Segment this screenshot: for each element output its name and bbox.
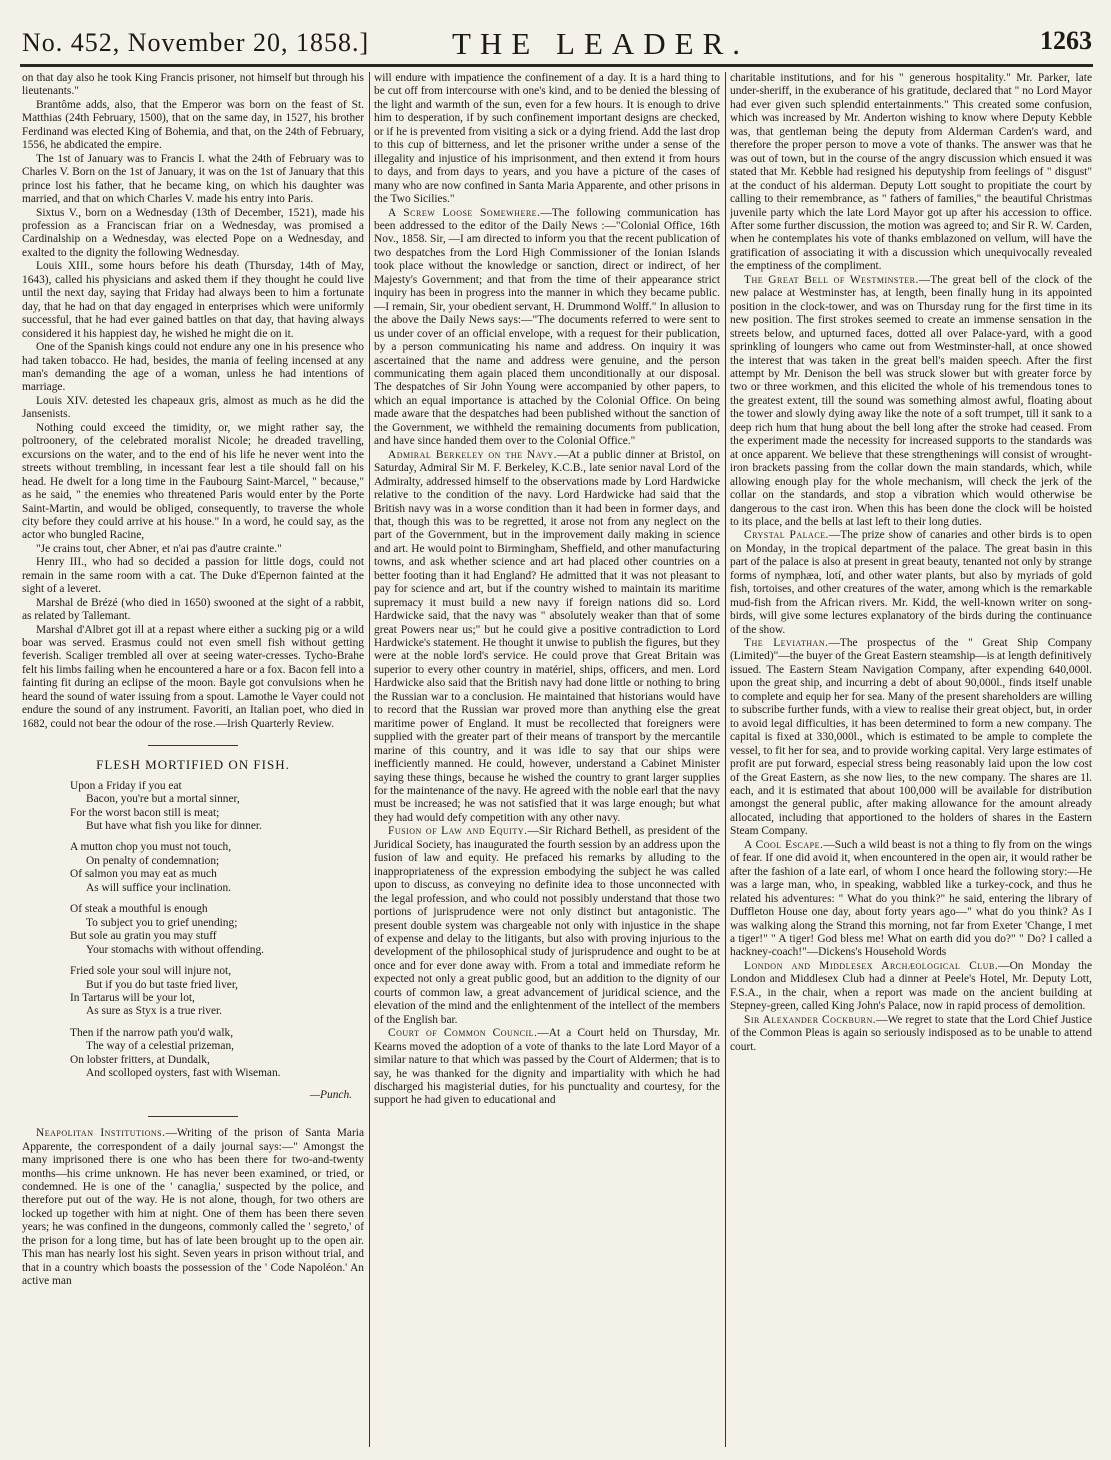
column-1 xyxy=(22,72,364,1452)
section-heading: A Screw Loose Somewhere. xyxy=(388,206,541,219)
poem-line: Upon a Friday if you eat xyxy=(70,779,182,792)
article-paragraph xyxy=(374,1027,720,1108)
section-body: —The following communication has been addressed to the editor of the Daily News :—"Colonial Office, 16th Nov., 1858. Sir, —I am directed to inform you that the recent publication of two despatches from the Lord High Commissioner of the Ionian Islands took place without the knowledge or sanction, direct or indirect, of her Majesty's Government; and that from the time of their appearance strict inquiry has been in progress into the manner in which they became public.—I remain, Sir, your obedient servant, H. Drummond Wolff." In allusion to the above the Daily News says:—"The documents referred to were sent to us under cover of an official envelope, with a request for their publication, by a person communicating his name and address. On inquiry it was ascertained that the name and address were genuine, and the person communicating them again placed them unconditionally at our disposal. The despatches of Sir John Young were accompanied by other papers, to which an equal importance is attached by the Colonial Office. On being made aware that the despatches had been published without the sanction of the Government, we withheld the remaining documents from publication, and have since handed them over to the Colonial Office." xyxy=(374,206,720,448)
section-heading: Crystal Palace. xyxy=(744,529,829,542)
page-number: 1263 xyxy=(1040,26,1092,55)
section-body: —The prize show of canaries and other birds is to open on Monday, in the tropical department of the palace. The great basin in this part of the palace is also at present in great beauty, tenanted not only by strange forms of nymphæa, lotí, and other water plants, but also by myriads of gold fish, tortoises, and other creatures of the water, among which is the remarkable mud-fish from the African rivers. Mr. Kidd, the well-known writer on song-birds, will give some lectures explanatory of the birds during the continuance of the show. xyxy=(730,529,1092,636)
poem-line: But sole au gratin you may stuff xyxy=(70,930,217,943)
column-rule xyxy=(369,72,370,1447)
article-paragraph xyxy=(22,1127,364,1288)
poem-stanza xyxy=(70,841,364,895)
section-divider xyxy=(148,1116,238,1117)
article-paragraph: Louis XIV. detested les chapeaux gris, almost as much as he did the Jansenists. xyxy=(22,394,364,421)
article-paragraph xyxy=(374,449,720,826)
section-body: —The prospectus of the " Great Ship Company (Limited)"—the buyer of the Great Eastern steamship—is at length definitively issued. The Eastern Steam Navigation Company, after expending 640,000l. upon the great ship, and incurring a debt of about 90,000l., finds itself unable to complete and equip her for sea. Many of the present shareholders are willing to subscribe further funds, with a view to realise their great object, but, in order to avoid legal difficulties, it has been determined to form a new company. The capital is fixed at 330,000l., which is estimated to be ample to complete the vessel, to fit her for sea, and to provide working capital. Very large estimates of profit are put forward, especial stress being reasonably laid upon the low cost of the Great Eastern, as she now lies, to the new company. The shares are 1l. each, and it is estimated that about 100,000 will be available for distribution amongst the general public, after making allowance for the amount already allocated, including that apportioned to the holders of shares in the Eastern Steam Company. xyxy=(730,637,1092,838)
section-divider xyxy=(148,745,238,746)
article-paragraph: The 1st of January was to Francis I. what the 24th of February was to Charles V. Born on the 1st of January, it was on the 1st of January that this prince lost his father, that he became king, on which his daughter was married, and that on which Charles V. made his entry into Paris. xyxy=(22,152,364,206)
poem-stanza xyxy=(70,903,364,957)
poem-attribution: —Punch. xyxy=(309,1088,352,1101)
article-paragraph xyxy=(374,825,720,1027)
poem-line: As will suffice your inclination. xyxy=(86,881,231,894)
section-body: —At a Court held on Thursday, Mr. Kearns moved the adoption of a vote of thanks to the late Lord Mayor of a similar nature to that which was passed by the Court of Aldermen; that is to say, he was thanked for the dignity and impartiality with which he had discharged his magisterial duties, for his punctuality and courtesy, for the support he had given to educational and xyxy=(374,1027,720,1107)
section-body: —We regret to state that the Lord Chief Justice of the Common Pleas is again so seriously indisposed as to be unable to attend court. xyxy=(730,1013,1092,1053)
poem-title: FLESH MORTIFIED ON FISH. xyxy=(96,757,290,773)
section-body: —Writing of the prison of Santa Maria Apparente, the correspondent of a daily journal says:—" Amongst the many imprisoned there is one who has been there for two-and-twenty months—his crime unknown. He has never been examined, or tried, or condemned. He is one of the ' canaglia,' suspected by the police, and therefore put out of the way. He is not alone, though, for two others are locked up together with him at night. One of them has been there seven years; he was confined in the dungeons, commonly called the ' segreto,' of the prison for a long time, but has of late been brought up to the open air. This man has nearly lost his sight. Seven years in prison without trial, and that in a country which boasts the possession of the ' Code Napoléon.' An active man xyxy=(22,1127,364,1288)
article-paragraph xyxy=(730,960,1092,1014)
quoted-verse: "Je crains tout, cher Abner, et n'ai pas d'autre crainte." xyxy=(36,542,282,555)
article-paragraph xyxy=(730,839,1092,960)
poem-line: Then if the narrow path you'd walk, xyxy=(70,1026,234,1039)
article-paragraph: on that day also he took King Francis prisoner, not himself but through his lieutenants." xyxy=(22,72,364,98)
column-rule xyxy=(725,72,726,1447)
section-heading: London and Middlesex Archæological Club. xyxy=(744,959,999,972)
poem-line: On lobster fritters, at Dundalk, xyxy=(70,1053,210,1066)
article-paragraph: Brantôme adds, also, that the Emperor was born on the feast of St. Matthias (24th February, 1500), that on the same day, in 1527, his brother Ferdinand was elected King of Bohemia, and that, on the 24th of February, 1556, he abdicated the empire. xyxy=(22,98,364,152)
poem-line: In Tartarus will be your lot, xyxy=(70,992,195,1004)
section-heading: The Leviathan. xyxy=(744,637,829,650)
section-heading: A Cool Escape. xyxy=(744,838,824,851)
section-heading: Court of Common Council. xyxy=(388,1027,538,1040)
article-paragraph xyxy=(730,529,1092,637)
article-paragraph: Nothing could exceed the timidity, or, we might rather say, the poltroonery, of the celebrated moralist Nicole; he dreaded travelling, excursions on the water, and to the end of his life he never went into the streets without trembling, in incessant fear lest a tile should fall on his head. He dwelt for a long time in the Faubourg Saint-Marcel, " because," as he said, " the enemies who threatened Paris would enter by the Porte Saint-Martin, and would be obliged, consequently, to traverse the whole city before they could arrive at his house." In a word, he could say, as the actor who bungled Racine, xyxy=(22,421,364,542)
poem-stanza xyxy=(70,780,364,834)
poem-line: The way of a celestial prizeman, xyxy=(86,1040,235,1053)
poem-line: But if you do but taste fried liver, xyxy=(86,978,239,991)
column-3 xyxy=(730,72,1092,1452)
poem-line: For the worst bacon still is meat; xyxy=(70,806,220,819)
article-paragraph xyxy=(730,637,1092,839)
article-paragraph xyxy=(374,207,720,449)
section-heading: Fusion of Law and Equity. xyxy=(388,825,528,838)
article-paragraph: will endure with impatience the confinement of a day. It is a hard thing to be cut off from intercourse with one's kind, and to be denied the blessing of the light and warmth of the sun, even for a few hours. It is enough to drive him to desperation, if by such confinement important designs are checked, or if he is prevented from visiting a sick or a dying friend. Add the last drop to this cup of bitterness, and let the prisoner writhe under a sense of the illegality and injustice of his imprisonment, and then extend it from hours to days, and from days to years, and you have a picture of the cases of many who are now confined in Santa Maria Apparente, and other prisons in the Two Sicilies." xyxy=(374,72,720,206)
poem-line: But have what fish you like for dinner. xyxy=(86,820,262,833)
poem-stanza xyxy=(70,965,364,1019)
section-heading: The Great Bell of Westminster. xyxy=(744,273,919,286)
section-body: —At a public dinner at Bristol, on Saturday, Admiral Sir M. F. Berkeley, K.C.B., late senior naval Lord of the Admiralty, addressed himself to the observations made by Lord Hardwicke relative to the condition of the navy. Lord Hardwicke had said that the British navy was in a worse condition than it had been in former days, and that, though this was to be regretted, it arose not from any neglect on the part of the Government, but in the improvement daily making in science and art. He would point to Birmingham, Sheffield, and other manufacturing towns, and ask whether science and art had placed other countries on a better footing than it had England? He admitted that it was not pleasant to pay for science and art, but if the country wished to maintain its maritime supremacy it must build a new navy if foreign nations did so. Lord Hardwicke said, that the navy was " absolutely weaker than that of some great Powers near us;" but he could give a positive contradiction to Lord Hardwicke's statement. He thought it unwise to publish the figures, but they were at the noble lord's service. He could prove that Great Britain was superior to every other country in matériel, ships, officers, and men. Lord Hardwicke also said that the British navy had done little or nothing to bring the Russian war to a conclusion. He maintained that historians would have to record that the Russian war proved more than anything else the great maritime power of England. It must be recollected that foreigners were supplied with the greater part of their means of transport by the mercantile marine of this country, and it was idle to say that our ships were inefficiently manned. He could, however, understand a Cabinet Minister saying these things, because he wished the country to grant larger supplies for the maintenance of the navy. He agreed with the noble earl that the navy must be increased; he was not satisfied that it was large enough; but what they had would defy competition with any other navy. xyxy=(374,448,720,824)
section-body: —On Monday the London and Middlesex Club had a dinner at Peele's Hotel, Mr. Deputy Lott, F.S.A., in the chair, when a report was made on the ancient building at Stepney-green, called King John's Palace, now in rapid process of demolition. xyxy=(730,959,1092,1013)
poem-line: Of salmon you may eat as much xyxy=(70,868,217,881)
article-paragraph: Henry III., who had so decided a passion for little dogs, could not remain in the same room with a cat. The Duke d'Epernon fainted at the sight of a leveret. xyxy=(22,556,364,596)
article-paragraph xyxy=(730,274,1092,530)
masthead xyxy=(22,16,1092,64)
article-paragraph: Marshal de Brézé (who died in 1650) swooned at the sight of a rabbit, as related by Tallemant. xyxy=(22,596,364,623)
poem-line: Fried sole your soul will injure not, xyxy=(70,965,232,978)
section-heading: Sir Alexander Cockburn. xyxy=(744,1013,877,1026)
poem-stanza xyxy=(70,1027,364,1081)
masthead-rule xyxy=(20,64,1093,67)
section-heading: Admiral Berkeley on the Navy. xyxy=(388,448,557,461)
article-paragraph: charitable institutions, and for his " generous hospitality." Mr. Parker, late under-sheriff, in the exuberance of his gratitude, declared that " no Lord Mayor had ever given such splendid entertainments." This created some confusion, which was increased by Mr. Anderton wishing to know where Deputy Kebble was, that gentleman being the deputy from Alderman Carden's ward, and therefore the proper person to move a vote of thanks. The answer was that he was out of town, but in the course of the angry discussion which ensued it was stated that Mr. Kebble had resigned his deputyship from feelings of " disgust" at the conduct of his alderman. Deputy Lott sought to propitiate the court by calling to their remembrance, as " fathers of families," the beautiful Christmas juvenile party which the late Lord Mayor got up after his accession to office. After some further discussion, the motion was agreed to; and Sir R. W. Carden, when he contemplates his vote of thanks emblazoned on vellum, will have the gratification of associating it with a discussion which unequivocally revealed the emptiness of the compliment. xyxy=(730,72,1092,273)
issue-line: No. 452, November 20, 1858.] xyxy=(22,28,370,57)
poem-line: A mutton chop you must not touch, xyxy=(70,841,232,854)
article-paragraph: One of the Spanish kings could not endure any one in his presence who had taken tobacco. He had, besides, the mania of feeling incensed at any man's demanding the age of a woman, unless he had intentions of marriage. xyxy=(22,341,364,394)
poem-line: And scolloped oysters, fast with Wiseman. xyxy=(86,1067,281,1080)
article-paragraph: Louis XIII., some hours before his death (Thursday, 14th of May, 1643), called his physicians and asked them if they thought he could live until the next day, saying that Friday had always been to him a fortunate day, that he had on that day engaged in enterprises which were uniformly successful, that he had ever gained battles on that day, that having always considered it his happiest day, he wished he might die on it. xyxy=(22,260,364,340)
section-body: —Sir Richard Bethell, as president of the Juridical Society, has inaugurated the fourth session by an address upon the fusion of law and equity. He prefaced his remarks by alluding to the inappropriateness of the expression embodying the subject he was called upon to discuss, as conveying no definite idea to those unconnected with the legal profession, and who could not possibly understand that those two portions of jurisprudence were not only distinct but antagonistic. The present double system was chargeable not only with injustice in the shape of expense and delay to the litigants, but also with proving injurious to the development of the philosophical study of jurisprudence and ought to be at once and for ever done away with. From a total and immediate reform he expected not only a great public good, but an addition to the dignity of our courts of common law, a great advancement of juridical science, and the elevation of the mind and the enlightenment of the intellect of the members of the English bar. xyxy=(374,825,720,1026)
poem-line: Bacon, you're but a mortal sinner, xyxy=(86,793,240,806)
column-2 xyxy=(374,72,720,1452)
poem-line: On penalty of condemnation; xyxy=(86,854,220,867)
section-heading: Neapolitan Institutions. xyxy=(36,1127,166,1140)
article-paragraph: Sixtus V., born on a Wednesday (13th of December, 1521), made his profession as a Franciscan friar on a Wednesday, was promised a Cardinalship on a Wednesday, was elected Pope on a Wednesday, and exalted to the dignity the following Wednesday. xyxy=(22,206,364,259)
poem-line: As sure as Styx is a true river. xyxy=(86,1005,223,1018)
article-paragraph xyxy=(730,1014,1092,1054)
paper-title: THE LEADER. xyxy=(452,26,750,61)
poem-line: Of steak a mouthful is enough xyxy=(70,903,208,916)
section-body: —The great bell of the clock of the new palace at Westminster has, at length, been finally hung in its appointed position in the clock-tower, and was on Thursday rung for the first time in its new position. The first strokes seemed to create an immense sensation in the streets below, and upturned faces, dotted all over Palace-yard, with a good sprinkling of loungers who came out from Westminster-hall, at once showed the interest that was taken in the great bell's maiden speech. After the first attempt by Mr. Denison the bell was struck slower but with greater force by two or three workmen, and this elicited the whole of his tremendous tones to the greatest extent, till the sound was something almost awful, floating about the tower and slowly dying away like the note of a soft trumpet, till it sank to a deep rich hum that hung about the bell long after the stroke had ceased. From the experiment made the necessity for increased supports to the standards was at once apparent. We believe that these strengthenings will consist of wrought-iron brackets passing from the collar down the main standards, which, while allowing enough play for the whole mechanism, will check the jerk of the collar on the standards, and stop a vibration which would otherwise be dangerous to the cast iron. When this has been done the clock will be hoisted to its place, and the bells at last left to their long duties. xyxy=(730,273,1092,528)
section-body: —Such a wild beast is not a thing to fly from on the wings of fear. If one did avoid it, when encountered in the open air, it would rather be after the fashion of a late earl, of whom I once heard the following story:—He was a large man, who, in speaking, wabbled like a turkey-cock, and thus he related his adventures: " What do you think?" he said, entering the library of Duffleton House one day, about forty years ago—" what do you think? As I was walking along the Strand this morning, not far from Exeter 'Change, I met a tiger!" " A tiger! God bless me! What on earth did you do?" " Do? I called a hackney-coach!"—Dickens's Household Words xyxy=(730,838,1092,959)
poem-line: To subject you to grief unending; xyxy=(86,916,238,929)
poem-line: Your stomachs with without offending. xyxy=(86,943,265,956)
article-paragraph: Marshal d'Albret got ill at a repast where either a sucking pig or a wild boar was served. Erasmus could not even smell fish without getting feverish. Scaliger trembled all over at seeing water-cresses. Tycho-Brahe felt his limbs failing when he encountered a hare or a fox. Bacon fell into a fainting fit during an eclipse of the moon. Bayle got convulsions when he heard the sound of water issuing from a spout. Lamothe le Vayer could not endure the sound of any instrument. Favoriti, an Italian poet, who died in 1682, could not bear the odour of the rose.—Irish Quarterly Review. xyxy=(22,623,364,730)
